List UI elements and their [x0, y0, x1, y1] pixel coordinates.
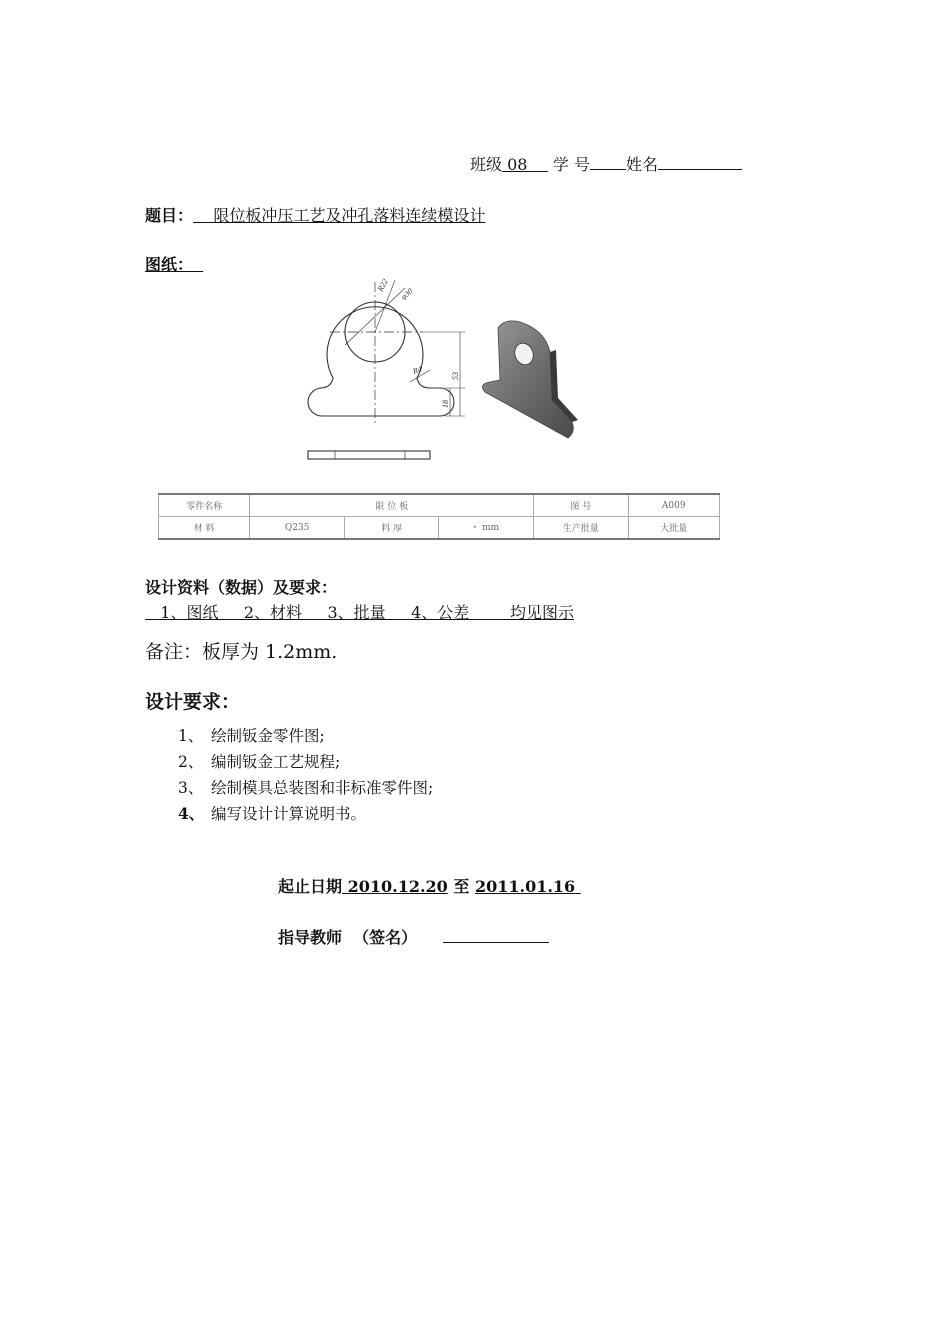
dim-text-r4: R4 [411, 364, 424, 376]
class-label: 班级 [470, 155, 503, 174]
part-name-value: 限 位 板 [250, 494, 534, 517]
list-item: 1、 绘制钣金零件图; [178, 727, 325, 745]
material-label: 材 料 [159, 517, 250, 540]
date-line [278, 874, 581, 897]
date-label: 起止日期 [278, 877, 343, 896]
name-blank [658, 153, 742, 170]
teacher-signature-line [278, 925, 549, 948]
list-item: 2、 编制钣金工艺规程; [178, 753, 341, 771]
title-label: 题目： [145, 206, 194, 225]
material-value: Q235 [250, 517, 345, 540]
dim-text-53: 53 [451, 372, 460, 380]
drawing-label: 图纸： [145, 255, 194, 274]
name-label: 姓名 [626, 155, 659, 174]
dim-text-r22: R22 [375, 277, 390, 293]
design-data-items: 1、图纸 2、材料 3、批量 4、公差 均见图示 [145, 603, 574, 622]
class-value: 08 [507, 155, 528, 174]
note: 备注：板厚为 1.2mm. [145, 641, 338, 663]
list-item: 3、 绘制模具总装图和非标准零件图; [178, 779, 434, 797]
table-row [159, 517, 720, 540]
drawing-no-value: A009 [628, 494, 719, 517]
signature-blank [443, 926, 549, 943]
part-drawing [300, 270, 600, 470]
requirements-heading: 设计要求： [145, 691, 241, 713]
thickness-value: · mm [439, 517, 534, 540]
teacher-label: 指导教师 （签名） [278, 928, 418, 947]
date-end: 2011.01.16 [474, 877, 576, 896]
side-view [308, 451, 430, 459]
header-info [470, 152, 742, 175]
student-no-label: 学 号 [552, 155, 590, 174]
drawing-no-label: 图 号 [534, 494, 629, 517]
parts-info-table [158, 493, 720, 540]
part-3d-render [482, 321, 573, 438]
date-to: 至 [453, 877, 470, 896]
student-no-blank [590, 153, 626, 170]
design-data-heading: 设计资料（数据）及要求： [145, 578, 338, 597]
batch-label: 生产批量 [534, 517, 629, 540]
batch-value: 大批量 [628, 517, 719, 540]
title-value: 限位板冲压工艺及冲孔落料连续模设计 [213, 206, 486, 225]
thickness-label: 料 厚 [344, 517, 439, 540]
title-line [145, 203, 485, 226]
date-start: 2010.12.20 [347, 877, 448, 896]
dim-text-d30: φ30 [399, 286, 415, 302]
part-name-label: 零件名称 [159, 494, 250, 517]
dim-text-18: 18 [441, 400, 450, 408]
table-row [159, 494, 720, 517]
list-item: 4、 编写设计计算说明书。 [178, 804, 367, 823]
